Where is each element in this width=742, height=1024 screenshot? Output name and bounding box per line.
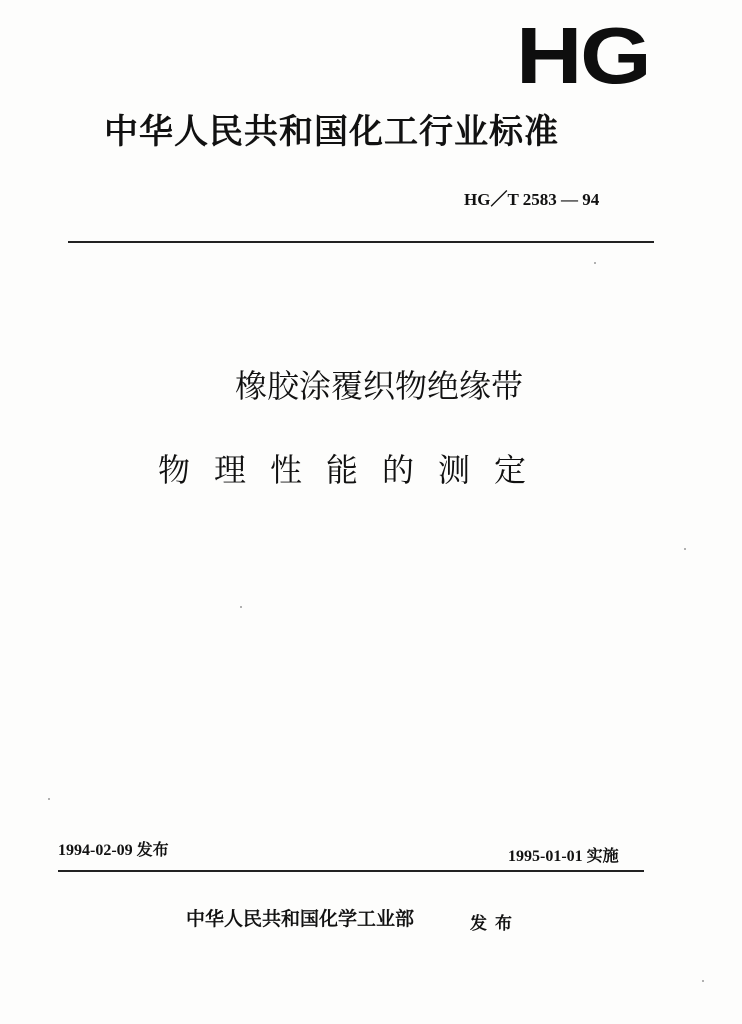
standard-category-header: 中华人民共和国化工行业标准 [104, 112, 559, 152]
scan-speck [48, 798, 50, 800]
document-title-line2: 物理性能的测定 [158, 451, 551, 489]
scan-speck [702, 980, 704, 982]
scan-speck [684, 548, 686, 550]
document-title-line1: 橡胶涂覆织物绝缘带 [234, 367, 523, 405]
publish-label: 发布 [470, 914, 520, 934]
scan-speck [240, 606, 242, 608]
footer-divider [58, 870, 644, 872]
standard-number: HG／T 2583 — 94 [464, 190, 600, 209]
hg-logo: HG [516, 11, 650, 100]
publisher-name: 中华人民共和国化学工业部 [186, 908, 415, 930]
scan-speck [594, 262, 596, 264]
header-divider [68, 241, 654, 243]
effective-date: 1995-01-01 实施 [508, 848, 619, 865]
issue-date: 1994-02-09 发布 [58, 842, 169, 859]
